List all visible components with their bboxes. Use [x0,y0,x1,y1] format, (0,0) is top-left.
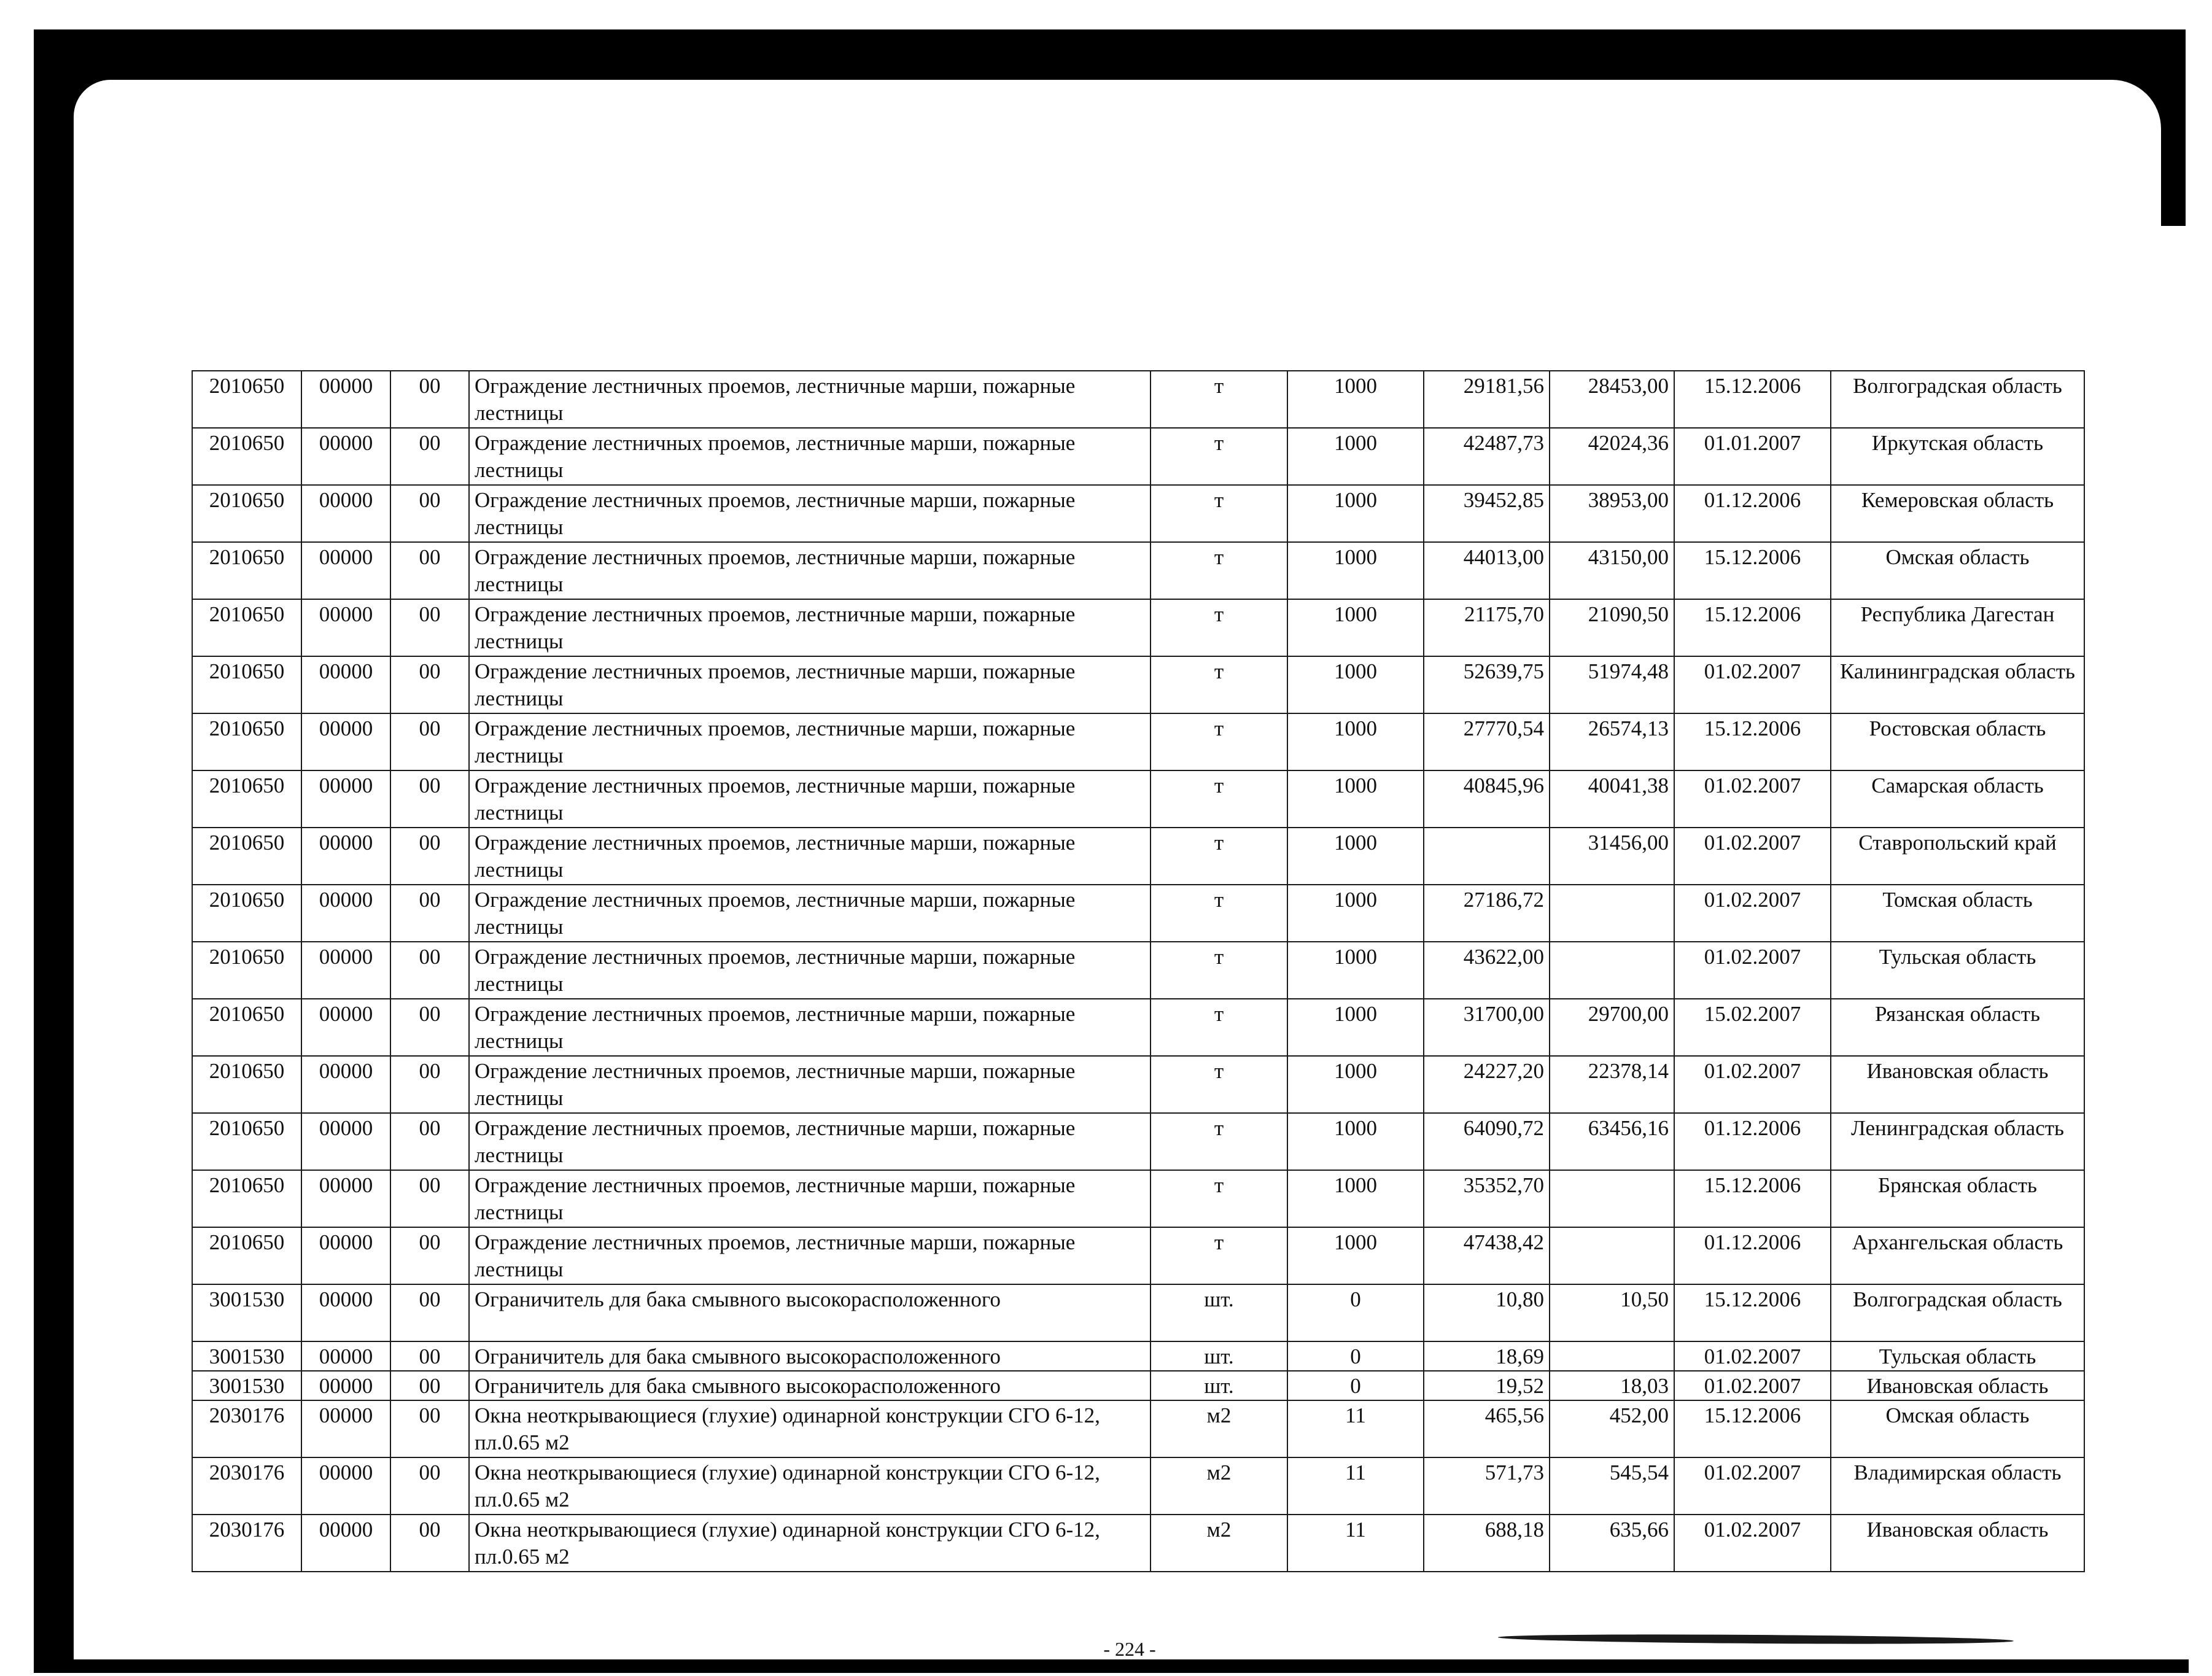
cell-unit: шт. [1151,1371,1287,1400]
cell-date: 01.01.2007 [1674,428,1831,485]
scan-border-bottom [34,1659,2189,1673]
cell-item-code: 2010650 [192,999,301,1056]
cell-class-code: 00 [390,599,469,656]
cell-unit: м2 [1151,1400,1287,1457]
cell-quantity: 11 [1287,1457,1424,1515]
cell-subcode: 00000 [301,542,390,599]
cell-quantity: 1000 [1287,828,1424,885]
cell-item-name: Ограждение лестничных проемов, лестничные марши, пожарные лестницы [469,1227,1151,1284]
cell-unit: т [1151,1056,1287,1113]
cell-region: Тульская область [1831,1341,2084,1371]
cell-price-1: 19,52 [1424,1371,1550,1400]
cell-price-1: 52639,75 [1424,656,1550,713]
cell-quantity: 1000 [1287,1056,1424,1113]
cell-quantity: 1000 [1287,542,1424,599]
cell-item-code: 2010650 [192,542,301,599]
cell-quantity: 11 [1287,1400,1424,1457]
cell-price-2: 43150,00 [1550,542,1674,599]
table-row [192,1113,2084,1170]
cell-date: 15.12.2006 [1674,713,1831,770]
table-row [192,1227,2084,1284]
cell-date: 01.02.2007 [1674,770,1831,828]
cell-price-2: 42024,36 [1550,428,1674,485]
cell-date: 15.02.2007 [1674,999,1831,1056]
cell-item-name: Ограждение лестничных проемов, лестничные марши, пожарные лестницы [469,656,1151,713]
cell-region: Архангельская область [1831,1227,2084,1284]
cell-item-name: Ограничитель для бака смывного высокорасположенного [469,1284,1151,1341]
table-row [192,656,2084,713]
table-row [192,1170,2084,1227]
cell-unit: т [1151,371,1287,428]
cell-quantity: 0 [1287,1284,1424,1341]
cell-item-name: Ограничитель для бака смывного высокорасположенного [469,1341,1151,1371]
cell-price-2: 28453,00 [1550,371,1674,428]
cell-price-2: 29700,00 [1550,999,1674,1056]
cell-item-code: 3001530 [192,1341,301,1371]
cell-class-code: 00 [390,1227,469,1284]
cell-region: Ивановская область [1831,1056,2084,1113]
table-row [192,885,2084,942]
cell-unit: т [1151,656,1287,713]
cell-subcode: 00000 [301,1284,390,1341]
table-row [192,1284,2084,1341]
cell-class-code: 00 [390,1284,469,1341]
cell-date: 01.02.2007 [1674,1371,1831,1400]
cell-quantity: 1000 [1287,371,1424,428]
cell-class-code: 00 [390,1457,469,1515]
cell-subcode: 00000 [301,1227,390,1284]
cell-item-code: 2010650 [192,770,301,828]
cell-class-code: 00 [390,542,469,599]
cell-item-code: 2010650 [192,713,301,770]
cell-quantity: 1000 [1287,599,1424,656]
cell-quantity: 1000 [1287,1227,1424,1284]
cell-region: Ставропольский край [1831,828,2084,885]
cell-subcode: 00000 [301,1056,390,1113]
cell-quantity: 0 [1287,1371,1424,1400]
cell-region: Кемеровская область [1831,485,2084,542]
cell-region: Республика Дагестан [1831,599,2084,656]
cell-item-code: 3001530 [192,1284,301,1341]
cell-region: Рязанская область [1831,999,2084,1056]
cell-subcode: 00000 [301,428,390,485]
table-row [192,371,2084,428]
cell-subcode: 00000 [301,1341,390,1371]
cell-item-code: 2010650 [192,1170,301,1227]
cell-item-code: 2010650 [192,1113,301,1170]
cell-item-name: Ограждение лестничных проемов, лестничные марши, пожарные лестницы [469,371,1151,428]
cell-price-2: 31456,00 [1550,828,1674,885]
cell-unit: т [1151,1227,1287,1284]
cell-unit: т [1151,999,1287,1056]
cell-price-1: 571,73 [1424,1457,1550,1515]
cell-date: 15.12.2006 [1674,1400,1831,1457]
cell-class-code: 00 [390,885,469,942]
cell-price-1: 39452,85 [1424,485,1550,542]
cell-item-code: 2010650 [192,371,301,428]
table-row [192,599,2084,656]
table-row [192,942,2084,999]
cell-unit: т [1151,542,1287,599]
cell-class-code: 00 [390,371,469,428]
cell-price-2 [1550,1170,1674,1227]
cell-item-name: Ограждение лестничных проемов, лестничные марши, пожарные лестницы [469,713,1151,770]
cell-subcode: 00000 [301,999,390,1056]
cell-quantity: 1000 [1287,885,1424,942]
cell-price-1 [1424,828,1550,885]
cell-quantity: 1000 [1287,999,1424,1056]
cell-price-1: 44013,00 [1424,542,1550,599]
cell-item-code: 2010650 [192,828,301,885]
cell-price-1: 64090,72 [1424,1113,1550,1170]
cell-class-code: 00 [390,1056,469,1113]
cell-unit: м2 [1151,1515,1287,1572]
cell-subcode: 00000 [301,713,390,770]
table-row [192,1056,2084,1113]
page-number: - 224 - [1103,1638,1156,1660]
cell-class-code: 00 [390,1400,469,1457]
cell-region: Волгоградская область [1831,371,2084,428]
cell-unit: шт. [1151,1284,1287,1341]
cell-date: 15.12.2006 [1674,371,1831,428]
cell-price-1: 43622,00 [1424,942,1550,999]
table-row [192,828,2084,885]
cell-unit: шт. [1151,1341,1287,1371]
cell-subcode: 00000 [301,1400,390,1457]
cell-region: Иркутская область [1831,428,2084,485]
cell-date: 01.02.2007 [1674,942,1831,999]
cell-region: Брянская область [1831,1170,2084,1227]
cell-date: 01.12.2006 [1674,1227,1831,1284]
cell-date: 01.02.2007 [1674,828,1831,885]
cell-subcode: 00000 [301,1515,390,1572]
cell-item-code: 2010650 [192,1227,301,1284]
cell-item-name: Ограждение лестничных проемов, лестничные марши, пожарные лестницы [469,428,1151,485]
cell-quantity: 1000 [1287,1170,1424,1227]
cell-price-1: 27770,54 [1424,713,1550,770]
cell-item-code: 2010650 [192,942,301,999]
cell-class-code: 00 [390,1515,469,1572]
cell-region: Самарская область [1831,770,2084,828]
cell-class-code: 00 [390,428,469,485]
cell-subcode: 00000 [301,599,390,656]
cell-price-2: 452,00 [1550,1400,1674,1457]
cell-price-1: 10,80 [1424,1284,1550,1341]
cell-price-2 [1550,942,1674,999]
cell-price-1: 40845,96 [1424,770,1550,828]
cell-item-name: Ограждение лестничных проемов, лестничные марши, пожарные лестницы [469,828,1151,885]
cell-quantity: 11 [1287,1515,1424,1572]
cell-price-1: 29181,56 [1424,371,1550,428]
cell-class-code: 00 [390,999,469,1056]
cell-unit: м2 [1151,1457,1287,1515]
cell-region: Томская область [1831,885,2084,942]
cell-subcode: 00000 [301,1457,390,1515]
cell-unit: т [1151,713,1287,770]
cell-item-name: Ограждение лестничных проемов, лестничные марши, пожарные лестницы [469,542,1151,599]
cell-price-2: 635,66 [1550,1515,1674,1572]
cell-class-code: 00 [390,942,469,999]
cell-unit: т [1151,485,1287,542]
cell-date: 01.02.2007 [1674,1341,1831,1371]
table-row [192,770,2084,828]
cell-unit: т [1151,1170,1287,1227]
cell-item-name: Ограждение лестничных проемов, лестничные марши, пожарные лестницы [469,599,1151,656]
cell-unit: т [1151,885,1287,942]
cell-class-code: 00 [390,770,469,828]
cell-unit: т [1151,1113,1287,1170]
cell-price-1: 18,69 [1424,1341,1550,1371]
cell-region: Омская область [1831,1400,2084,1457]
cell-subcode: 00000 [301,1170,390,1227]
cell-region: Тульская область [1831,942,2084,999]
cell-date: 15.12.2006 [1674,1284,1831,1341]
cell-class-code: 00 [390,1371,469,1400]
cell-subcode: 00000 [301,770,390,828]
cell-unit: т [1151,828,1287,885]
cell-quantity: 1000 [1287,656,1424,713]
cell-region: Ростовская область [1831,713,2084,770]
cell-region: Калининградская область [1831,656,2084,713]
cell-price-1: 27186,72 [1424,885,1550,942]
table-row [192,428,2084,485]
cell-region: Владимирская область [1831,1457,2084,1515]
cell-subcode: 00000 [301,371,390,428]
cell-item-name: Ограждение лестничных проемов, лестничные марши, пожарные лестницы [469,942,1151,999]
cell-price-1: 24227,20 [1424,1056,1550,1113]
cell-quantity: 1000 [1287,428,1424,485]
cell-item-code: 2010650 [192,656,301,713]
cell-class-code: 00 [390,485,469,542]
cell-price-2: 63456,16 [1550,1113,1674,1170]
cell-item-code: 2030176 [192,1457,301,1515]
cell-unit: т [1151,770,1287,828]
cell-region: Омская область [1831,542,2084,599]
cell-subcode: 00000 [301,1113,390,1170]
table-row [192,485,2084,542]
table-row [192,1371,2084,1400]
cell-price-2: 40041,38 [1550,770,1674,828]
table-row [192,1457,2084,1515]
cell-class-code: 00 [390,656,469,713]
table-row [192,1400,2084,1457]
cell-item-name: Ограничитель для бака смывного высокорасположенного [469,1371,1151,1400]
cell-unit: т [1151,428,1287,485]
cell-region: Ивановская область [1831,1371,2084,1400]
cell-date: 15.12.2006 [1674,542,1831,599]
table-body [192,371,2084,1572]
cell-unit: т [1151,599,1287,656]
cell-item-code: 2010650 [192,599,301,656]
cell-subcode: 00000 [301,1371,390,1400]
price-table [192,370,2085,1572]
cell-item-name: Ограждение лестничных проемов, лестничные марши, пожарные лестницы [469,485,1151,542]
cell-item-name: Ограждение лестничных проемов, лестничные марши, пожарные лестницы [469,770,1151,828]
cell-quantity: 1000 [1287,713,1424,770]
cell-price-1: 688,18 [1424,1515,1550,1572]
cell-item-code: 2010650 [192,885,301,942]
cell-item-code: 2010650 [192,1056,301,1113]
cell-class-code: 00 [390,1341,469,1371]
table-row [192,542,2084,599]
table-row [192,999,2084,1056]
cell-item-code: 2010650 [192,485,301,542]
cell-date: 01.02.2007 [1674,1056,1831,1113]
cell-price-1: 465,56 [1424,1400,1550,1457]
cell-item-name: Ограждение лестничных проемов, лестничные марши, пожарные лестницы [469,1113,1151,1170]
cell-date: 01.02.2007 [1674,1457,1831,1515]
cell-class-code: 00 [390,1113,469,1170]
cell-subcode: 00000 [301,885,390,942]
cell-region: Волгоградская область [1831,1284,2084,1341]
cell-price-2: 51974,48 [1550,656,1674,713]
cell-item-name: Окна неоткрывающиеся (глухие) одинарной конструкции СГО 6-12, пл.0.65 м2 [469,1400,1151,1457]
cell-item-name: Ограждение лестничных проемов, лестничные марши, пожарные лестницы [469,885,1151,942]
cell-item-code: 2030176 [192,1515,301,1572]
cell-price-2 [1550,885,1674,942]
table-row [192,1341,2084,1371]
table-row [192,713,2084,770]
cell-date: 01.12.2006 [1674,1113,1831,1170]
cell-subcode: 00000 [301,485,390,542]
cell-subcode: 00000 [301,656,390,713]
cell-subcode: 00000 [301,942,390,999]
cell-price-2: 545,54 [1550,1457,1674,1515]
cell-date: 01.02.2007 [1674,656,1831,713]
cell-quantity: 1000 [1287,770,1424,828]
cell-region: Ивановская область [1831,1515,2084,1572]
cell-quantity: 1000 [1287,485,1424,542]
cell-item-name: Окна неоткрывающиеся (глухие) одинарной конструкции СГО 6-12, пл.0.65 м2 [469,1457,1151,1515]
cell-price-2: 26574,13 [1550,713,1674,770]
cell-item-code: 2030176 [192,1400,301,1457]
cell-class-code: 00 [390,828,469,885]
cell-date: 01.02.2007 [1674,1515,1831,1572]
cell-date: 01.12.2006 [1674,485,1831,542]
cell-unit: т [1151,942,1287,999]
cell-date: 01.02.2007 [1674,885,1831,942]
cell-item-code: 3001530 [192,1371,301,1400]
cell-subcode: 00000 [301,828,390,885]
cell-class-code: 00 [390,1170,469,1227]
cell-price-2: 22378,14 [1550,1056,1674,1113]
cell-price-2: 38953,00 [1550,485,1674,542]
cell-price-1: 42487,73 [1424,428,1550,485]
cell-item-name: Окна неоткрывающиеся (глухие) одинарной конструкции СГО 6-12, пл.0.65 м2 [469,1515,1151,1572]
cell-price-2: 21090,50 [1550,599,1674,656]
cell-item-name: Ограждение лестничных проемов, лестничные марши, пожарные лестницы [469,1056,1151,1113]
cell-price-2: 18,03 [1550,1371,1674,1400]
cell-price-2: 10,50 [1550,1284,1674,1341]
cell-class-code: 00 [390,713,469,770]
cell-date: 15.12.2006 [1674,1170,1831,1227]
cell-item-name: Ограждение лестничных проемов, лестничные марши, пожарные лестницы [469,1170,1151,1227]
cell-price-1: 35352,70 [1424,1170,1550,1227]
cell-price-1: 47438,42 [1424,1227,1550,1284]
cell-quantity: 0 [1287,1341,1424,1371]
cell-date: 15.12.2006 [1674,599,1831,656]
cell-price-1: 21175,70 [1424,599,1550,656]
table-row [192,1515,2084,1572]
cell-price-1: 31700,00 [1424,999,1550,1056]
cell-item-name: Ограждение лестничных проемов, лестничные марши, пожарные лестницы [469,999,1151,1056]
cell-price-2 [1550,1341,1674,1371]
cell-quantity: 1000 [1287,942,1424,999]
cell-region: Ленинградская область [1831,1113,2084,1170]
cell-quantity: 1000 [1287,1113,1424,1170]
cell-item-code: 2010650 [192,428,301,485]
cell-price-2 [1550,1227,1674,1284]
